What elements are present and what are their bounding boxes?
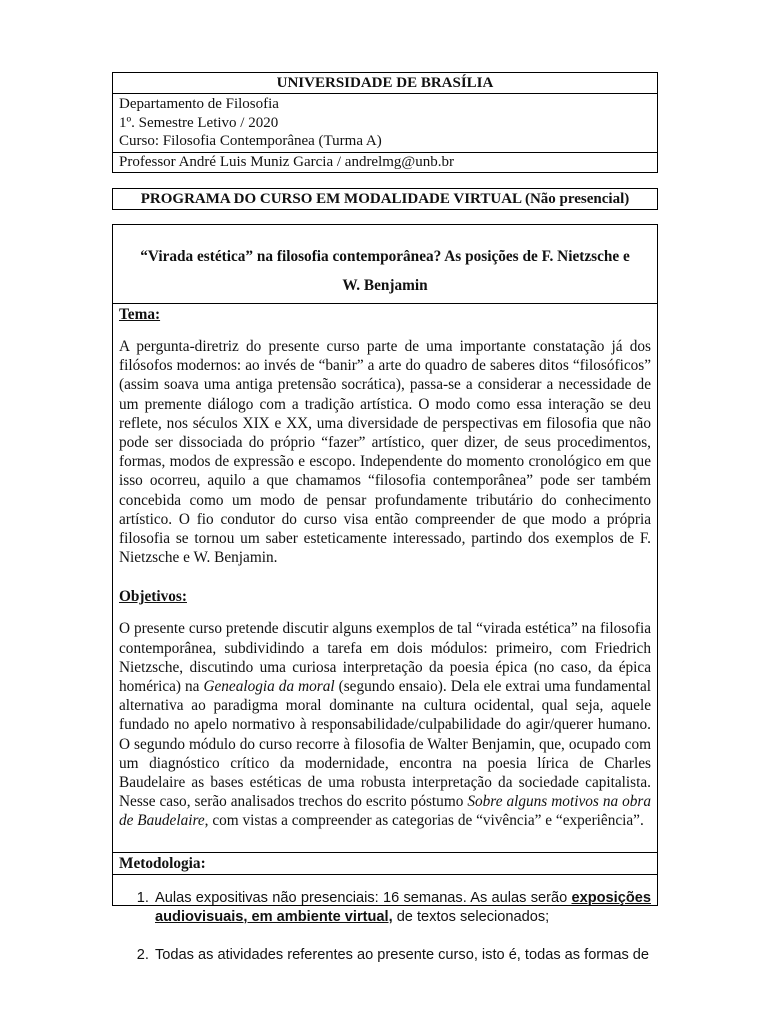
objetivos-heading: Objetivos: [119, 588, 187, 606]
university-name: UNIVERSIDADE DE BRASÍLIA [276, 75, 494, 91]
department: Departamento de Filosofia [119, 96, 279, 112]
objetivos-text: O presente curso pretende discutir alguns exemplos de tal “virada estética” na filosofia contemporânea, subdividindo a tarefa em dois módulos: primeiro, com Friedrich Nietzsche, discutindo uma curiosa interpretação da poesia épica (no caso, da épica homérica) na Genealogia da moral (segundo ensaio). Dela ele extrai uma fundamental alternativa ao paradigma moral dominante na cultura ocidental, qual seja, aquele fundado no apelo normativo à responsabilidade/culpabilidade do agir/querer humano. O segundo módulo do curso recorre à filosofia de Walter Benjamin, que, ocupado com um diagnóstico crítico da modernidade, encontra na poesia lírica de Charles Baudelaire as bases estéticas de uma robusta interpretação da sociedade capitalista. Nesse caso, serão analisados trechos do escrito póstumo Sobre alguns motivos na obra de Baudelaire, com vistas a compreender as categorias de “vivência” e “experiência”. [119, 620, 651, 830]
list-item: 1. Aulas expositivas não presenciais: 16 semanas. As aulas serão exposições audiovisuais, em ambiente virtual, de textos selecionados; [153, 889, 651, 927]
metodologia-heading: Metodologia: [119, 854, 206, 872]
course-program-table [112, 224, 658, 963]
metodologia-heading-cell [113, 853, 657, 875]
course-title: “Virada estética” na filosofia contemporânea? As posições de F. Nietzsche e W. Benjamin [113, 225, 657, 304]
program-title: PROGRAMA DO CURSO EM MODALIDADE VIRTUAL (Não presencial) [112, 188, 658, 210]
course-info [113, 93, 657, 152]
tema-text: A pergunta-diretriz do presente curso parte de uma importante constatação já dos filósofos modernos: ao invés de “banir” a arte do quadro de saberes ditos “filosóficos” (assim soava uma antiga pretensão socrática), passa-se a considerar a necessidade de um premente diálogo com a tradição artística. O modo como essa interação se deu reflete, nos séculos XIX e XX, uma diversidade de perspectivas em filosofia que não pode ser dissociada do próprio “fazer” artístico, quer dizer, de seus procedimentos, formas, modos de expressão e escopo. Independente do momento cronológico em que isso ocorreu, aquilo a que chamamos “filosofia contemporânea” pode ser também concebida como um modo de pensar profundamente tributário do conhecimento artístico. O fio condutor do curso visa então compreender de que modo a própria filosofia se tornou um saber esteticamente interessado, partindo dos exemplos de F. Nietzsche e W. Benjamin. [119, 338, 651, 567]
work-title-baudelaire: Sobre alguns motivos na obra de Baudelaire [119, 793, 651, 830]
work-title-genealogia: Genealogia da moral [203, 678, 335, 696]
tema-heading: Tema: [119, 306, 161, 323]
course: Curso: Filosofia Contemporânea (Turma A) [119, 133, 382, 149]
metodologia-list [119, 889, 651, 965]
header-table [112, 72, 658, 173]
semester: 1º. Semestre Letivo / 2020 [119, 114, 279, 131]
emphasis-text: exposições audiovisuais, em ambiente virtual, [155, 889, 651, 925]
content-section [113, 304, 657, 853]
professor-info: Professor André Luis Muniz Garcia / andrelmg@unb.br [113, 152, 657, 172]
metodologia-list-cell [113, 889, 657, 965]
list-item: 2. Todas as atividades referentes ao presente curso, isto é, todas as formas de [153, 946, 651, 965]
